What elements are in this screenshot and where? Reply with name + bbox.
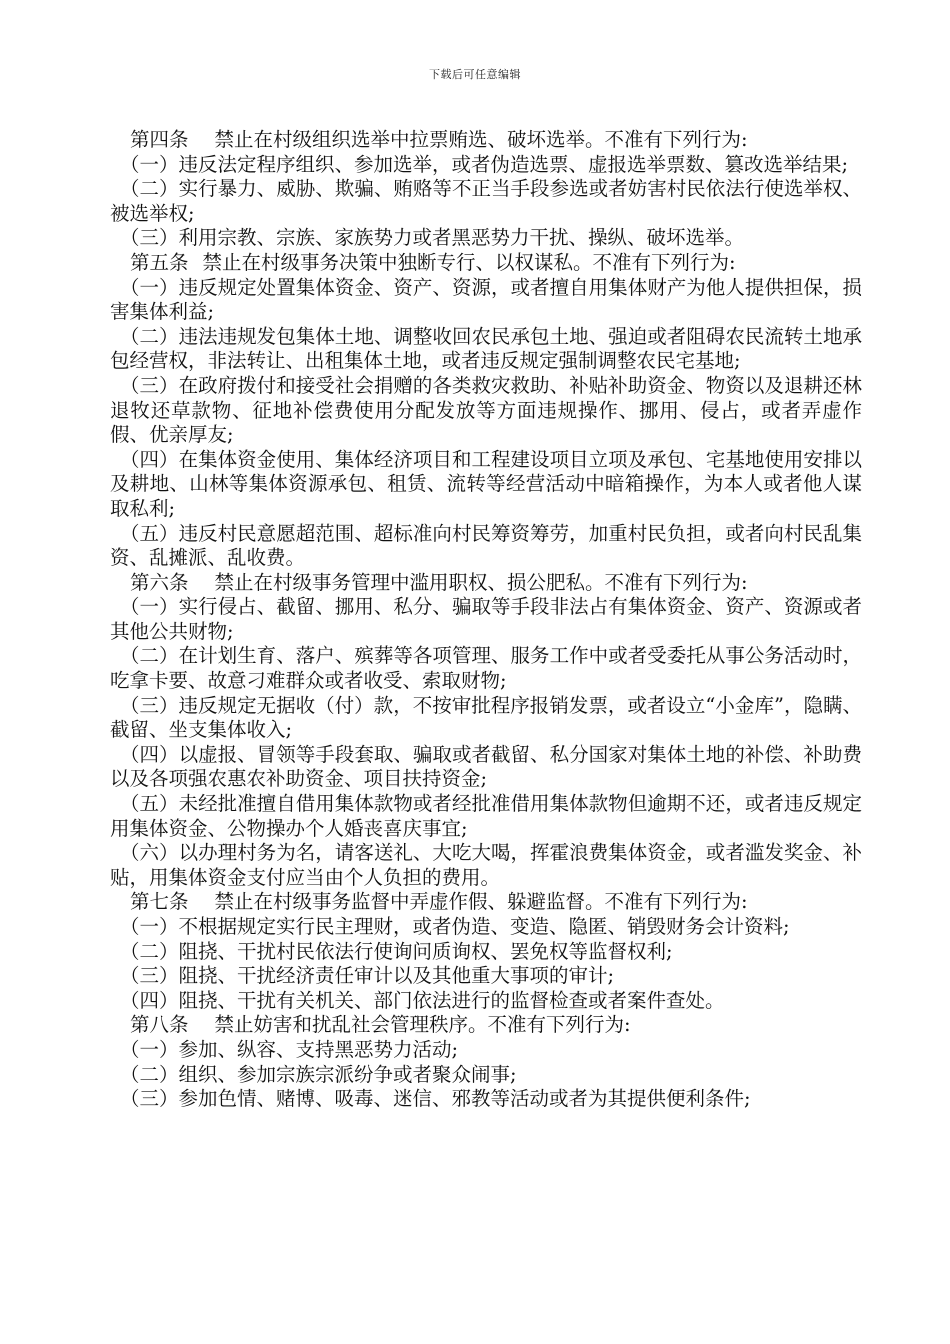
article-item: （二）阻挠、干扰村民依法行使询问质询权、罢免权等监督权利;: [120, 939, 673, 963]
article-item: （一）违反法定程序组织、参加选举，或者伪造选票、虚报选举票数、篡改选举结果;: [120, 152, 849, 176]
article-item: （三）利用宗教、宗族、家族势力或者黑恶势力干扰、操纵、破坏选举。: [120, 226, 745, 250]
article-item: （四）阻挠、干扰有关机关、部门依法进行的监督检查或者案件查处。: [120, 988, 725, 1012]
article-number: 第六条: [130, 570, 189, 594]
article-item: （二）实行暴力、威胁、欺骗、贿赂等不正当手段参选或者妨害村民依法行使选举权、被选举权;: [110, 177, 862, 225]
article-item: （一）参加、纵容、支持黑恶势力活动;: [120, 1037, 459, 1061]
article-item: （五）违反村民意愿超范围、超标准向村民筹资筹劳，加重村民负担，或者向村民乱集资、乱摊派、乱收费。: [110, 521, 862, 570]
article-item: （一）实行侵占、截留、挪用、私分、骗取等手段非法占有集体资金、资产、资源或者其他公共财物;: [110, 595, 862, 643]
article-item: （四）在集体资金使用、集体经济项目和工程建设项目立项及承包、宅基地使用安排以及耕地、山林等集体资源承包、租赁、流转等经营活动中暗箱操作，为本人或者他人谋取私利;: [110, 447, 862, 520]
article-item: （四）以虚报、冒领等手段套取、骗取或者截留、私分国家对集体土地的补偿、补助费以及各项强农惠农补助资金、项目扶持资金;: [110, 742, 862, 791]
article-8: [110, 1013, 862, 1038]
article-4: [110, 128, 862, 153]
article-item: （五）未经批准擅自借用集体款物或者经批准借用集体款物但逾期不还，或者违反规定用集体资金、公物操办个人婚丧喜庆事宜;: [110, 792, 862, 840]
article-item: （一）违反规定处置集体资金、资产、资源，或者擅自用集体财产为他人提供担保，损害集体利益;: [110, 275, 862, 324]
document-body: [110, 128, 862, 1112]
article-lead: 禁止在村级事务决策中独断专行、以权谋私。不准有下列行为:: [202, 250, 736, 274]
article-lead: 禁止在村级事务监督中弄虚作假、躲避监督。不准有下列行为:: [214, 890, 748, 914]
article-item: （二）组织、参加宗族宗派纷争或者聚众闹事;: [120, 1062, 517, 1086]
article-number: 第五条: [130, 250, 189, 274]
article-item: （二）违法违规发包集体土地、调整收回农民承包土地、强迫或者阻碍农民流转土地承包经营权，非法转让、出租集体土地，或者违反规定强制调整农民宅基地;: [110, 324, 862, 373]
article-6: [110, 571, 862, 596]
article-item: （三）阻挠、干扰经济责任审计以及其他重大事项的审计;: [120, 964, 615, 988]
article-item: （三）在政府拨付和接受社会捐赠的各类救灾救助、补贴补助资金、物资以及退耕还林退牧还草款物、征地补偿费使用分配发放等方面违规操作、挪用、侵占，或者弄虚作假、优亲厚友;: [110, 373, 862, 447]
article-number: 第七条: [130, 890, 189, 914]
article-item: （三）参加色情、赌博、吸毒、迷信、邪教等活动或者为其提供便利条件;: [120, 1087, 751, 1111]
article-lead: 禁止在村级组织选举中拉票贿选、破坏选举。不准有下列行为:: [214, 128, 748, 151]
article-item: （二）在计划生育、落户、殡葬等各项管理、服务工作中或者受委托从事公务活动时，吃拿卡要、故意刁难群众或者收受、索取财物;: [110, 644, 862, 693]
article-5: [110, 251, 862, 276]
article-number: 第四条: [130, 128, 189, 151]
article-item: （六）以办理村务为名，请客送礼、大吃大喝，挥霍浪费集体资金，或者滥发奖金、补贴，用集体资金支付应当由个人负担的费用。: [110, 841, 862, 889]
article-lead: 禁止妨害和扰乱社会管理秩序。不准有下列行为:: [214, 1013, 631, 1037]
article-number: 第八条: [130, 1013, 189, 1037]
article-lead: 禁止在村级事务管理中滥用职权、损公肥私。不准有下列行为:: [214, 570, 748, 594]
page-header: 下载后可任意编辑: [429, 68, 521, 81]
article-item: （三）违反规定无据收（付）款，不按审批程序报销发票，或者设立“小金库”，隐瞒、截留、坐支集体收入;: [110, 693, 862, 742]
article-7: [110, 890, 862, 915]
article-item: （一）不根据规定实行民主理财，或者伪造、变造、隐匿、销毁财务会计资料;: [120, 915, 790, 938]
